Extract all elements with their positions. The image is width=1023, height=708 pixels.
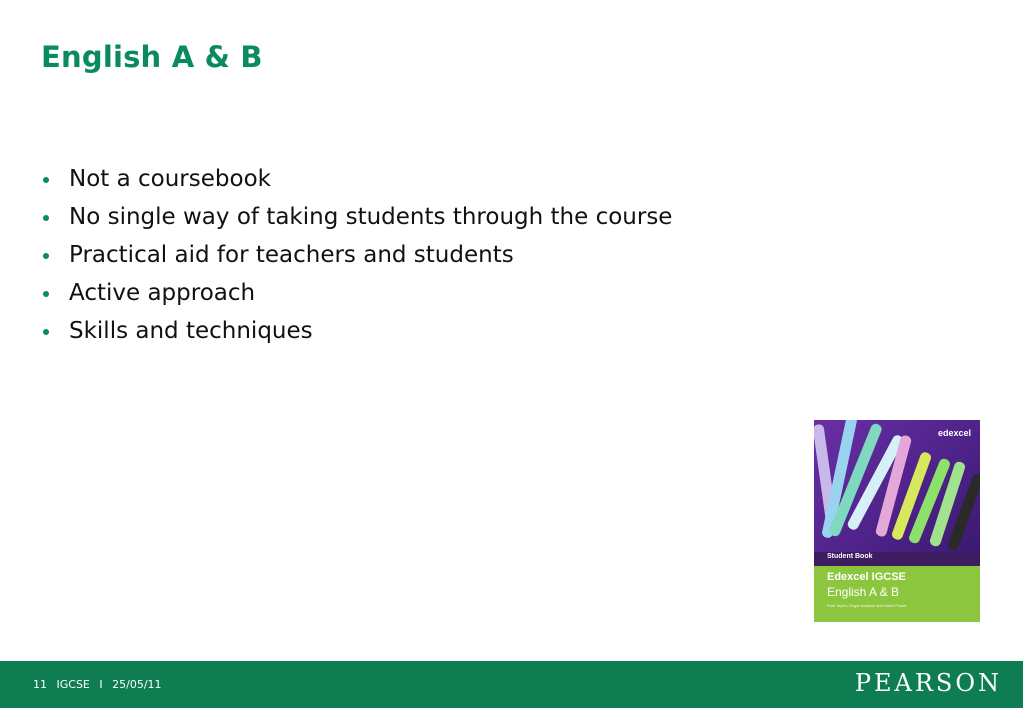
bullet-text: No single way of taking students through the course: [69, 204, 673, 230]
bullet-dot-icon: [43, 215, 49, 221]
page-number: 11: [33, 678, 47, 691]
footer-meta: [33, 678, 168, 691]
bullet-item: [40, 312, 672, 350]
slide-title: English A & B: [41, 40, 263, 74]
course-label: IGCSE: [56, 678, 90, 691]
bullet-text: Skills and techniques: [69, 318, 313, 344]
bullet-list: [40, 160, 672, 350]
bullet-dot-icon: [43, 329, 49, 335]
book-cover-pens-illustration: [814, 420, 980, 552]
bullet-dot-icon: [43, 291, 49, 297]
bullet-item: [40, 198, 672, 236]
bullet-text: Active approach: [69, 280, 256, 306]
bullet-dot-icon: [43, 253, 49, 259]
bullet-item: [40, 160, 672, 198]
footer-separator: I: [99, 678, 103, 691]
book-authors: Pam Taylor, Roger Addison and David Foster: [827, 603, 907, 608]
bullet-text: Not a coursebook: [69, 166, 271, 192]
bullet-dot-icon: [43, 177, 49, 183]
bullet-item: [40, 274, 672, 312]
bullet-item: [40, 236, 672, 274]
footer-date: 25/05/11: [112, 678, 162, 691]
book-title-line1: Edexcel IGCSE: [827, 571, 906, 583]
footer-bar: [0, 661, 1023, 708]
pearson-logo: PEARSON: [854, 669, 1002, 697]
bullet-text: Practical aid for teachers and students: [69, 242, 514, 268]
book-band: [814, 552, 980, 566]
book-cover-image: [814, 420, 980, 622]
book-brand-logo: edexcel: [937, 428, 971, 438]
book-title-line2: English A & B: [827, 585, 900, 599]
book-title-panel: [814, 566, 980, 622]
book-band-label: Student Book: [827, 553, 873, 560]
